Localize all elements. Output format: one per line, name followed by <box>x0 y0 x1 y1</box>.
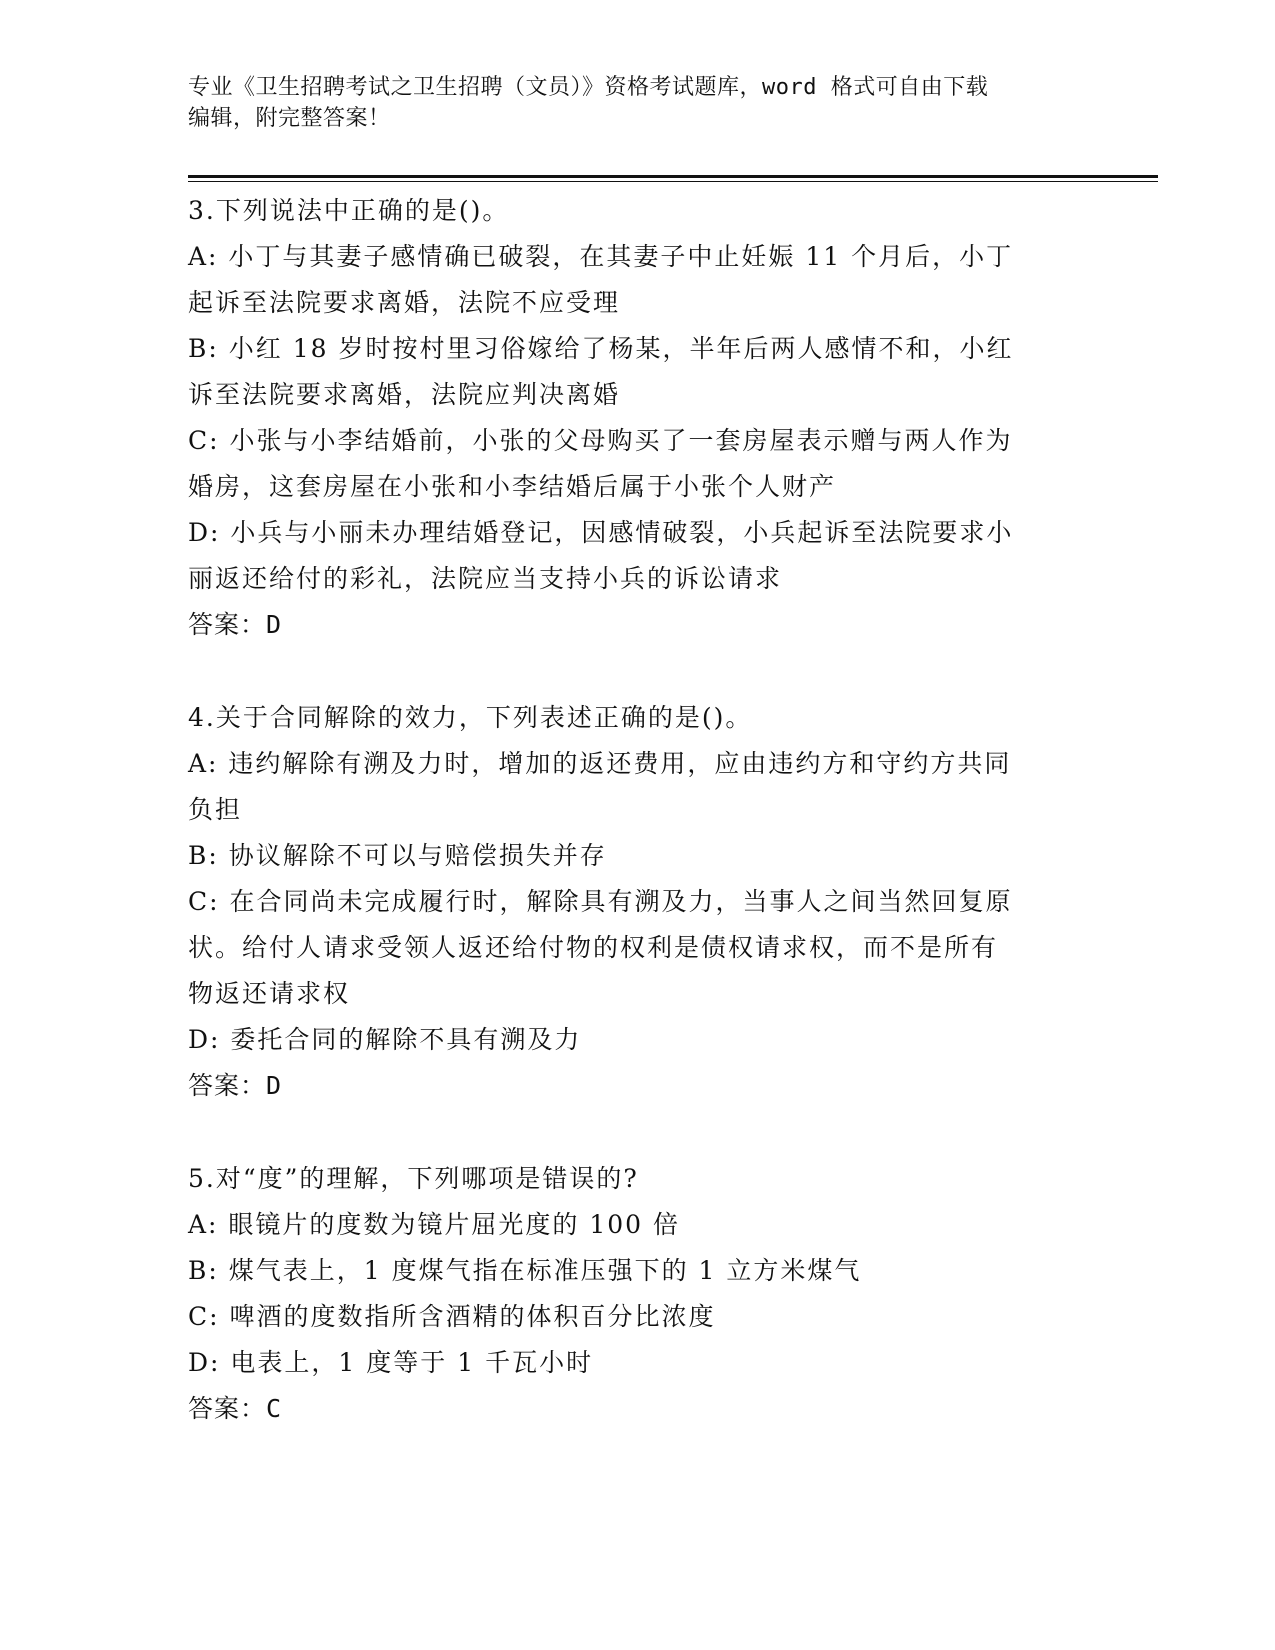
option-line: B: 协议解除不可以与赔偿损失并存 <box>188 841 607 870</box>
header-rule-thin <box>188 181 1158 182</box>
answer-option <box>188 879 1088 1017</box>
answer-key: 答案：D <box>188 1071 283 1100</box>
option-line: 状。给付人请求受领人返还给付物的权利是债权请求权，而不是所有 <box>188 933 999 962</box>
question-stem: 3.下列说法中正确的是()。 <box>188 196 510 225</box>
header-line-1: 专业《卫生招聘考试之卫生招聘（文员）》资格考试题库，word 格式可自由下载 <box>188 75 989 100</box>
document-header <box>188 72 1088 134</box>
answer-option <box>188 1017 1088 1063</box>
option-line: 诉至法院要求离婚，法院应判决离婚 <box>188 380 621 409</box>
header-rule-thick <box>188 175 1158 178</box>
option-line: C: 啤酒的度数指所含酒精的体积百分比浓度 <box>188 1302 716 1331</box>
option-line: C: 在合同尚未完成履行时，解除具有溯及力，当事人之间当然回复原 <box>188 887 1013 916</box>
option-line: 负担 <box>188 795 243 824</box>
option-line: A: 小丁与其妻子感情确已破裂，在其妻子中止妊娠 11 个月后，小丁 <box>188 242 1014 271</box>
answer-option <box>188 741 1088 833</box>
question-block <box>188 695 1088 1109</box>
option-line: A: 眼镜片的度数为镜片屈光度的 100 倍 <box>188 1210 681 1239</box>
answer-option <box>188 1294 1088 1340</box>
option-line: 物返还请求权 <box>188 979 351 1008</box>
option-line: B: 煤气表上，1 度煤气指在标准压强下的 1 立方米煤气 <box>188 1256 862 1285</box>
answer-key: 答案：D <box>188 610 283 639</box>
option-line: D: 委托合同的解除不具有溯及力 <box>188 1025 582 1054</box>
answer-option <box>188 510 1088 602</box>
question-list <box>188 188 1088 1479</box>
answer-option <box>188 326 1088 418</box>
answer-option <box>188 418 1088 510</box>
answer-option <box>188 1248 1088 1294</box>
answer-option <box>188 1202 1088 1248</box>
option-line: C: 小张与小李结婚前，小张的父母购买了一套房屋表示赠与两人作为 <box>188 426 1013 455</box>
option-line: A: 违约解除有溯及力时，增加的返还费用，应由违约方和守约方共同 <box>188 749 1012 778</box>
answer-option <box>188 234 1088 326</box>
option-line: 婚房，这套房屋在小张和小李结婚后属于小张个人财产 <box>188 472 837 501</box>
answer-option <box>188 1340 1088 1386</box>
answer-option <box>188 833 1088 879</box>
answer-key: 答案：C <box>188 1394 283 1423</box>
option-line: 丽返还给付的彩礼，法院应当支持小兵的诉讼请求 <box>188 564 783 593</box>
question-stem: 4.关于合同解除的效力，下列表述正确的是()。 <box>188 703 753 732</box>
question-stem: 5.对“度”的理解，下列哪项是错误的? <box>188 1164 639 1193</box>
option-line: D: 电表上，1 度等于 1 千瓦小时 <box>188 1348 594 1377</box>
header-line-2: 编辑，附完整答案！ <box>188 106 391 131</box>
option-line: D: 小兵与小丽未办理结婚登记，因感情破裂，小兵起诉至法院要求小 <box>188 518 1014 547</box>
question-block <box>188 188 1088 648</box>
option-line: 起诉至法院要求离婚，法院不应受理 <box>188 288 621 317</box>
option-line: B: 小红 18 岁时按村里习俗嫁给了杨某，半年后两人感情不和，小红 <box>188 334 1014 363</box>
question-block <box>188 1156 1088 1432</box>
